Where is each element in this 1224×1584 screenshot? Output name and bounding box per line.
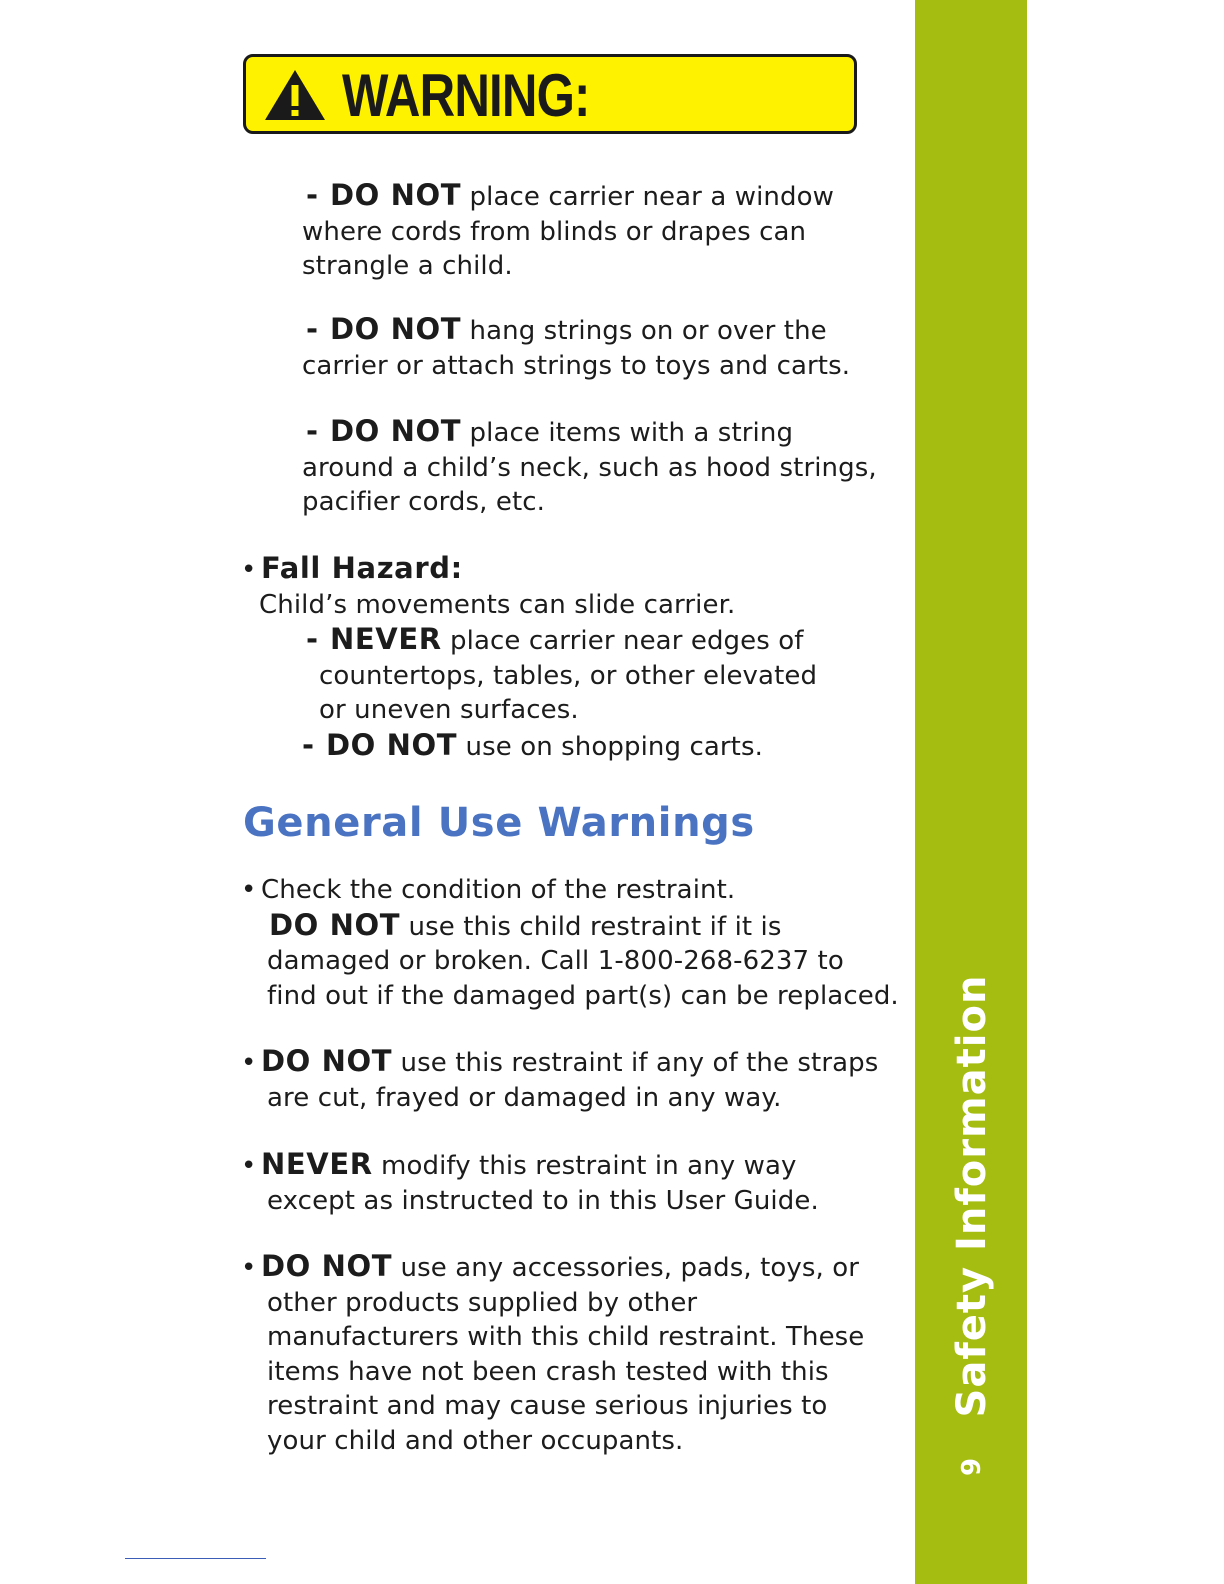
- fall-hazard-heading: Fall Hazard:: [261, 551, 463, 585]
- warning-keyword: NEVER: [330, 622, 442, 656]
- footer-rule: [125, 1558, 266, 1559]
- warning-keyword: DO NOT: [330, 414, 462, 448]
- warning-item-window: - DO NOT place carrier near a window where cords from blinds or drapes can strangle a child.: [302, 178, 834, 281]
- warning-item-neck: - DO NOT place items with a string around a child’s neck, such as hood strings, pacifier cords, etc.: [302, 414, 877, 517]
- warning-keyword: DO NOT: [326, 727, 458, 762]
- warning-keyword: NEVER: [261, 1147, 373, 1181]
- warning-keyword: DO NOT: [330, 312, 462, 346]
- warning-keyword: DO NOT: [261, 1044, 393, 1078]
- fall-hazard-intro: Child’s movements can slide carrier.: [259, 589, 736, 620]
- warning-title: WARNING:: [342, 62, 590, 129]
- section-heading: General Use Warnings: [243, 800, 755, 846]
- warning-triangle-icon: [263, 68, 327, 122]
- general-item-straps: • DO NOT use this restraint if any of the straps are cut, frayed or damaged in any way.: [241, 1044, 879, 1113]
- general-item-modify: • NEVER modify this restraint in any way except as instructed to in this User Guide.: [241, 1147, 819, 1216]
- warning-keyword: DO NOT: [269, 907, 401, 942]
- general-item-accessories: • DO NOT use any accessories, pads, toys, or other products supplied by other manufacturers with this child restraint. These items have not been crash tested with this restraint and may cause serious injuries to your child and other occupants.: [241, 1249, 865, 1456]
- warning-banner: [243, 54, 857, 134]
- warning-item-strings: - DO NOT hang strings on or over the carrier or attach strings to toys and carts.: [302, 312, 851, 381]
- fall-hazard-section: • Fall Hazard: Child’s movements can slide carrier. - NEVER place carrier near edges of countertops, tables, or other elevated or uneven surfaces. - DO NOT use on shopping carts.: [241, 551, 818, 762]
- general-item-condition: • Check the condition of the restraint. DO NOT use this child restraint if it is damaged or broken. Call 1-800-268-6237 to find out if the damaged part(s) can be replaced.: [241, 875, 899, 1011]
- warning-keyword: DO NOT: [330, 178, 462, 212]
- page-number: 9: [957, 1457, 987, 1477]
- section-tab-label: Safety Information: [949, 974, 995, 1418]
- warning-keyword: DO NOT: [261, 1249, 393, 1283]
